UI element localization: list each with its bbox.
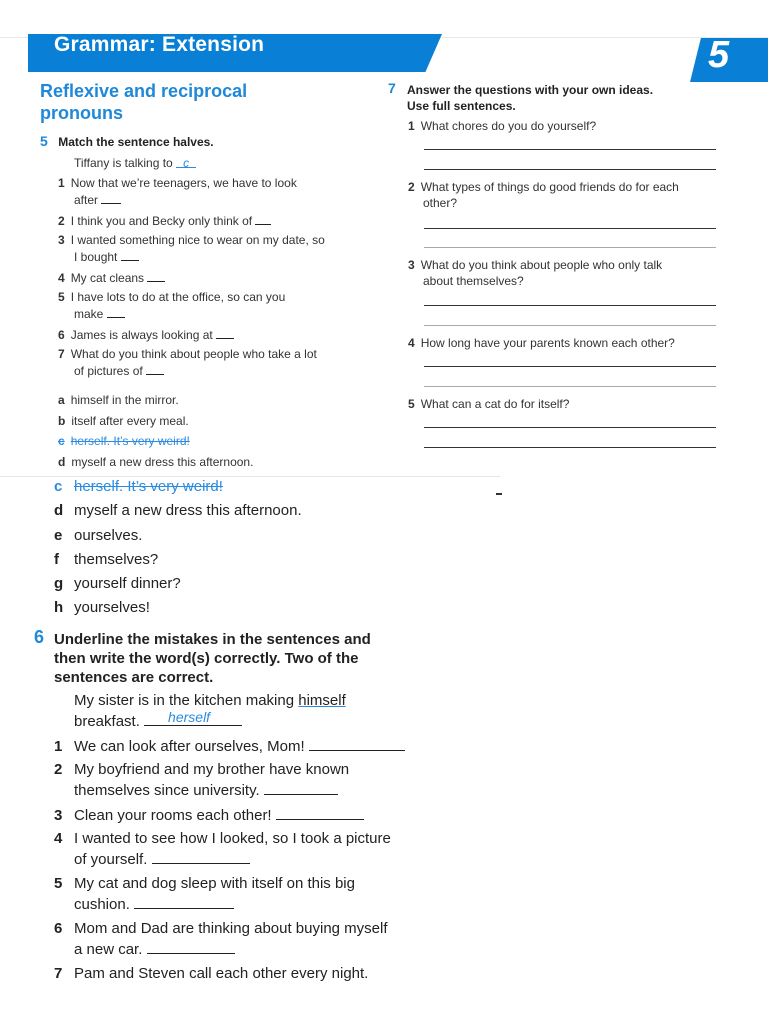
ex7-question-text: What do you think about people who only talk <box>420 258 663 272</box>
ex5-option-crossed <box>58 431 253 452</box>
ex6-item <box>54 919 434 964</box>
ex7-question-text: What types of things do good friends do for each <box>420 180 679 194</box>
ex5-item-text-cont: after <box>74 193 99 207</box>
ex5-example-text: Tiffany is talking to <box>74 156 173 170</box>
ex6-item-text: My cat and dog sleep with itself on this big <box>74 875 355 892</box>
ex5-item-number: 7 <box>58 347 65 361</box>
ex5-answer-field[interactable] <box>216 326 234 339</box>
ex7-answer-line[interactable] <box>424 386 716 387</box>
ex6-item-number: 7 <box>54 965 63 982</box>
ex7-question <box>408 335 675 351</box>
ex5-option <box>54 548 302 572</box>
ex6-item <box>54 829 434 874</box>
ex5-option <box>54 499 302 523</box>
ex7-question-number: 1 <box>408 119 415 133</box>
ex6-answer-field[interactable] <box>134 894 234 909</box>
ex7-answer-line[interactable] <box>424 366 716 367</box>
ex5-item <box>58 326 378 346</box>
ex6-item-number: 4 <box>54 830 63 847</box>
ex5-option <box>54 524 302 548</box>
ex5-option-letter: h <box>54 599 64 617</box>
ex7-instruction-line-1: Answer the questions with your own ideas. <box>407 83 654 97</box>
ex7-answer-line[interactable] <box>424 149 716 150</box>
ex7-answer-line[interactable] <box>424 169 716 170</box>
ex5-option-text: himself in the mirror. <box>70 393 179 407</box>
ex7-question-number: 4 <box>408 336 415 350</box>
ex5-item-text: I wanted something nice to wear on my date, so <box>70 233 325 247</box>
page-title: Grammar: Extension <box>54 33 265 56</box>
ex6-item <box>54 805 434 829</box>
ex7-answer-line[interactable] <box>424 325 716 326</box>
ex5-option-text: myself a new dress this afternoon. <box>74 502 302 520</box>
ex5-example <box>74 155 196 171</box>
ex6-item-text: I wanted to see how I looked, so I took a picture <box>74 830 391 847</box>
ex5-option <box>58 411 253 432</box>
ex6-item-text-cont: a new car. <box>74 941 143 958</box>
ex5-option-letter: c <box>54 478 63 495</box>
ex6-item <box>54 736 434 760</box>
ex7-question <box>408 118 596 134</box>
unit-number: 5 <box>708 34 730 76</box>
ex5-option-text: themselves? <box>74 550 159 568</box>
ex5-item-number: 2 <box>58 214 65 228</box>
ex7-heading <box>388 80 396 98</box>
ex5-item-number: 4 <box>58 271 65 285</box>
ex7-number: 7 <box>388 80 396 96</box>
section-title-line-1: Reflexive and reciprocal <box>40 81 248 101</box>
ex7-question-number: 3 <box>408 258 415 272</box>
ex7-answer-line[interactable] <box>424 228 716 229</box>
ex5-example-answer-field[interactable] <box>176 155 196 168</box>
ex5-instruction: Match the sentence halves. <box>58 135 214 149</box>
ex5-heading <box>40 133 214 151</box>
ex6-example-answer-field[interactable] <box>144 711 242 726</box>
ex6-items <box>54 736 434 988</box>
ex5-item-number: 3 <box>58 233 65 247</box>
ex5-items <box>58 175 378 383</box>
ex6-item-number: 1 <box>54 738 63 755</box>
ex5-item-text: What do you think about people who take a lot <box>70 347 317 361</box>
ex6-example-mistake: himself <box>298 692 346 709</box>
ex6-item-text: Clean your rooms each other! <box>74 807 272 824</box>
ex5-option-text: herself. It’s very weird! <box>70 434 190 448</box>
ex5-option <box>54 596 302 620</box>
ex6-instruction <box>54 630 371 687</box>
ex6-number: 6 <box>34 627 45 647</box>
ex6-instruction-line-2: then write the word(s) correctly. Two of the <box>54 650 359 667</box>
ex7-question-number: 2 <box>408 180 415 194</box>
ex7-question-text: How long have your parents known each other? <box>420 336 675 350</box>
ex5-item-number: 6 <box>58 328 65 342</box>
ex6-item-text: Pam and Steven call each other every night. <box>74 965 369 982</box>
ex6-answer-field[interactable] <box>276 805 364 820</box>
ex7-question-text: What chores do you do yourself? <box>420 119 597 133</box>
ex5-answer-field[interactable] <box>255 212 271 225</box>
ex6-example <box>74 691 346 732</box>
ex6-answer-field[interactable] <box>152 849 250 864</box>
ex5-example-answer: c <box>183 156 190 170</box>
ex7-answer-line[interactable] <box>424 427 716 428</box>
ex5-option-letter: c <box>58 434 65 448</box>
ex6-instruction-line-3: sentences are correct. <box>54 669 214 686</box>
ex5-option-text: yourselves! <box>74 599 150 617</box>
ex5-option-text: ourselves. <box>74 526 143 544</box>
ex5-item <box>58 175 378 212</box>
ex7-question-number: 5 <box>408 397 415 411</box>
ex6-item-text-cont: cushion. <box>74 896 130 913</box>
ex6-item <box>54 760 434 805</box>
ex6-example-text: My sister is in the kitchen making <box>74 692 299 709</box>
ex7-answer-line[interactable] <box>424 305 716 306</box>
ex5-item <box>58 269 378 289</box>
ex7-question-text: What can a cat do for itself? <box>420 397 570 411</box>
ex5-answer-field[interactable] <box>101 191 121 204</box>
section-title <box>40 80 247 124</box>
ex6-item-text-cont: themselves since university. <box>74 782 260 799</box>
ex7-question-text-cont: about themselves? <box>423 274 524 288</box>
ex5-option-letter: a <box>58 393 65 407</box>
ex5-answer-field[interactable] <box>147 269 165 282</box>
ex6-item-text: My boyfriend and my brother have known <box>74 761 350 778</box>
ex7-question <box>408 179 679 211</box>
ex5-item-number: 5 <box>58 290 65 304</box>
ex6-item-text: We can look after ourselves, Mom! <box>74 738 305 755</box>
stray-mark <box>496 493 502 495</box>
ex5-item-text: I think you and Becky only think of <box>70 214 253 228</box>
ex5-item-text: I have lots to do at the office, so can you <box>70 290 286 304</box>
ex5-item-text: My cat cleans <box>70 271 145 285</box>
section-title-line-2: pronouns <box>40 103 123 123</box>
ex5-option <box>58 390 253 411</box>
ex6-answer-field[interactable] <box>309 736 405 751</box>
ex5-option-letter: d <box>58 454 66 469</box>
ex5-option-letter: e <box>54 526 63 544</box>
ex6-item-text: Mom and Dad are thinking about buying myself <box>74 920 388 937</box>
ex5-item-text: James is always looking at <box>70 328 213 342</box>
ex5-item-text-cont: make <box>74 307 104 321</box>
ex5-option-crossed <box>54 475 302 499</box>
ex5-option-letter: f <box>54 550 59 568</box>
ex6-answer-field[interactable] <box>264 780 338 795</box>
ex5-answer-field[interactable] <box>107 305 125 318</box>
ex7-question <box>408 396 569 412</box>
ex7-instruction-line-2: Use full sentences. <box>407 99 516 113</box>
ex7-instruction <box>407 82 653 114</box>
ex6-example-text-cont: breakfast. <box>74 713 140 730</box>
ex5-options-small <box>58 390 253 472</box>
ex6-answer-field[interactable] <box>147 939 235 954</box>
ex5-item <box>58 346 378 383</box>
ex5-option <box>58 452 253 473</box>
ex6-item <box>54 874 434 919</box>
ex5-item <box>58 232 378 269</box>
ex6-item-number: 5 <box>54 875 63 892</box>
ex6-item-number: 3 <box>54 807 63 824</box>
ex5-answer-field[interactable] <box>121 248 139 261</box>
ex5-number: 5 <box>40 133 48 149</box>
ex7-question <box>408 257 662 289</box>
ex5-option-text: myself a new dress this afternoon. <box>71 454 254 469</box>
ex6-item <box>54 964 434 988</box>
ex5-option-letter: g <box>54 575 64 593</box>
ex5-item <box>58 212 378 232</box>
ex5-item-number: 1 <box>58 176 65 190</box>
ex5-item-text-cont: of pictures of <box>74 364 143 378</box>
ex5-answer-field[interactable] <box>146 362 164 375</box>
ex5-option-text: yourself dinner? <box>74 575 181 593</box>
ex6-item-number: 2 <box>54 761 63 778</box>
ex5-option-letter: d <box>54 502 64 520</box>
ex6-heading <box>34 627 44 648</box>
ex5-item-text: Now that we’re teenagers, we have to look <box>70 176 297 190</box>
ex6-item-text-cont: of yourself. <box>74 851 148 868</box>
ex6-item-number: 6 <box>54 920 63 937</box>
ex5-option <box>54 572 302 596</box>
ex5-item-text-cont: I bought <box>74 250 118 264</box>
ex6-example-answer: herself <box>168 709 211 725</box>
ex7-answer-line[interactable] <box>424 447 716 448</box>
ex5-option-text: itself after every meal. <box>71 413 189 428</box>
ex5-option-letter: b <box>58 413 66 428</box>
ex7-question-text-cont: other? <box>423 196 458 210</box>
ex5-options-large <box>54 475 302 621</box>
ex5-item <box>58 289 378 326</box>
ex5-option-text: herself. It’s very weird! <box>74 478 223 495</box>
ex7-answer-line[interactable] <box>424 247 716 248</box>
ex6-instruction-line-1: Underline the mistakes in the sentences and <box>54 631 371 648</box>
